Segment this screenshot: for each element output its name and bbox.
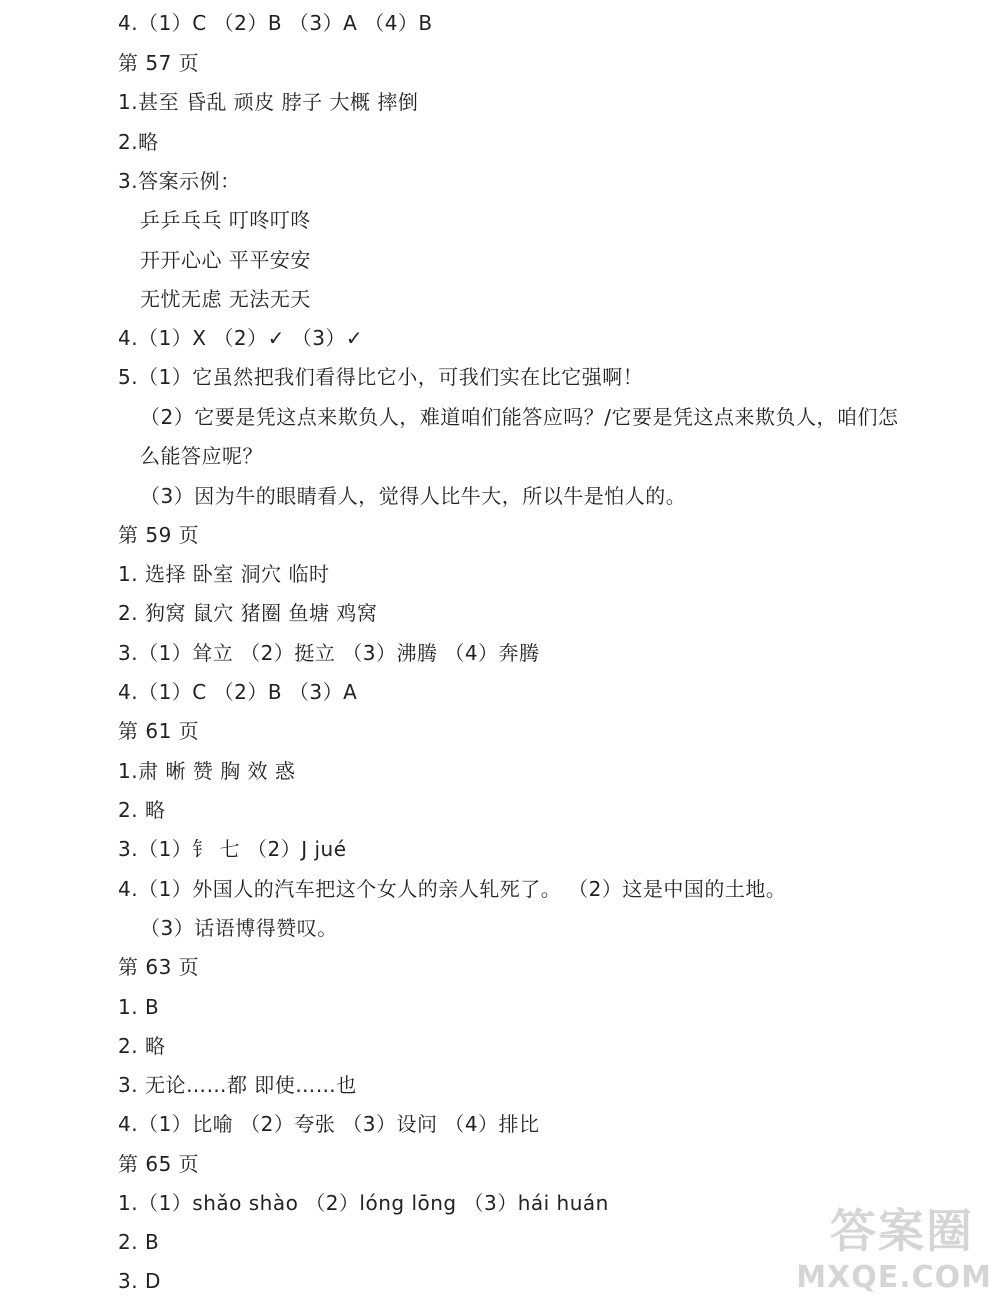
answer-line: 3.（1）钅 七 （2）J jué <box>118 837 347 861</box>
answer-line: （2）它要是凭这点来欺负人，难道咱们能答应吗？/它要是凭这点来欺负人，咱们怎 <box>140 405 899 429</box>
answer-line: 2. B <box>118 1230 160 1254</box>
site-watermark <box>796 1195 992 1295</box>
answer-line: 3.答案示例： <box>118 169 241 193</box>
answer-line: 无忧无虑 无法无天 <box>140 287 311 311</box>
answer-line: 2. 狗窝 鼠穴 猪圈 鱼塘 鸡窝 <box>118 601 378 625</box>
answer-line: 3.（1）耸立 （2）挺立 （3）沸腾 （4）奔腾 <box>118 641 540 665</box>
answer-line: （3）因为牛的眼睛看人，觉得人比牛大，所以牛是怕人的。 <box>140 484 687 508</box>
watermark-logo-text: 答案圈 <box>830 1204 974 1258</box>
answer-line: 1.甚至 昏乱 顽皮 脖子 大概 摔倒 <box>118 90 419 114</box>
answer-line: 4.（1）比喻 （2）夸张 （3）设问 （4）排比 <box>118 1112 540 1136</box>
page-heading: 第 65 页 <box>118 1152 200 1176</box>
answer-line: 4.（1）X （2）✓ （3）✓ <box>118 326 364 350</box>
page-heading: 第 63 页 <box>118 955 200 979</box>
answer-line: 3. 无论……都 即使……也 <box>118 1073 357 1097</box>
answer-line: 1. B <box>118 995 160 1019</box>
page-heading: 第 57 页 <box>118 51 200 75</box>
page-heading: 第 59 页 <box>118 523 200 547</box>
answer-line: 开开心心 平平安安 <box>140 248 311 272</box>
answer-line: 1. 选择 卧室 洞穴 临时 <box>118 562 330 586</box>
watermark-url: MXQE.COM <box>796 1260 992 1295</box>
answer-line: 4.（1）C （2）B （3）A （4）B <box>118 11 433 35</box>
answer-line: 1.肃 晰 赞 胸 效 惑 <box>118 759 296 783</box>
answer-line: 4.（1）外国人的汽车把这个女人的亲人轧死了。 （2）这是中国的土地。 <box>118 877 787 901</box>
answer-line: 2. 略 <box>118 1034 166 1058</box>
answer-line: 3. D <box>118 1269 161 1293</box>
answer-line: （3）话语博得赞叹。 <box>140 916 338 940</box>
page-heading: 第 61 页 <box>118 719 200 743</box>
answer-line: 5.（1）它虽然把我们看得比它小，可我们实在比它强啊！ <box>118 365 644 389</box>
answer-line: 么能答应呢？ <box>140 444 263 468</box>
answer-line: 4.（1）C （2）B （3）A <box>118 680 358 704</box>
answer-line: 2. 略 <box>118 798 166 822</box>
answer-line: 乒乒乓乓 叮咚叮咚 <box>140 208 311 232</box>
answer-line: 1.（1）shǎo shào （2）lóng lōng （3）hái huán <box>118 1191 609 1215</box>
answer-line: 2.略 <box>118 130 159 154</box>
